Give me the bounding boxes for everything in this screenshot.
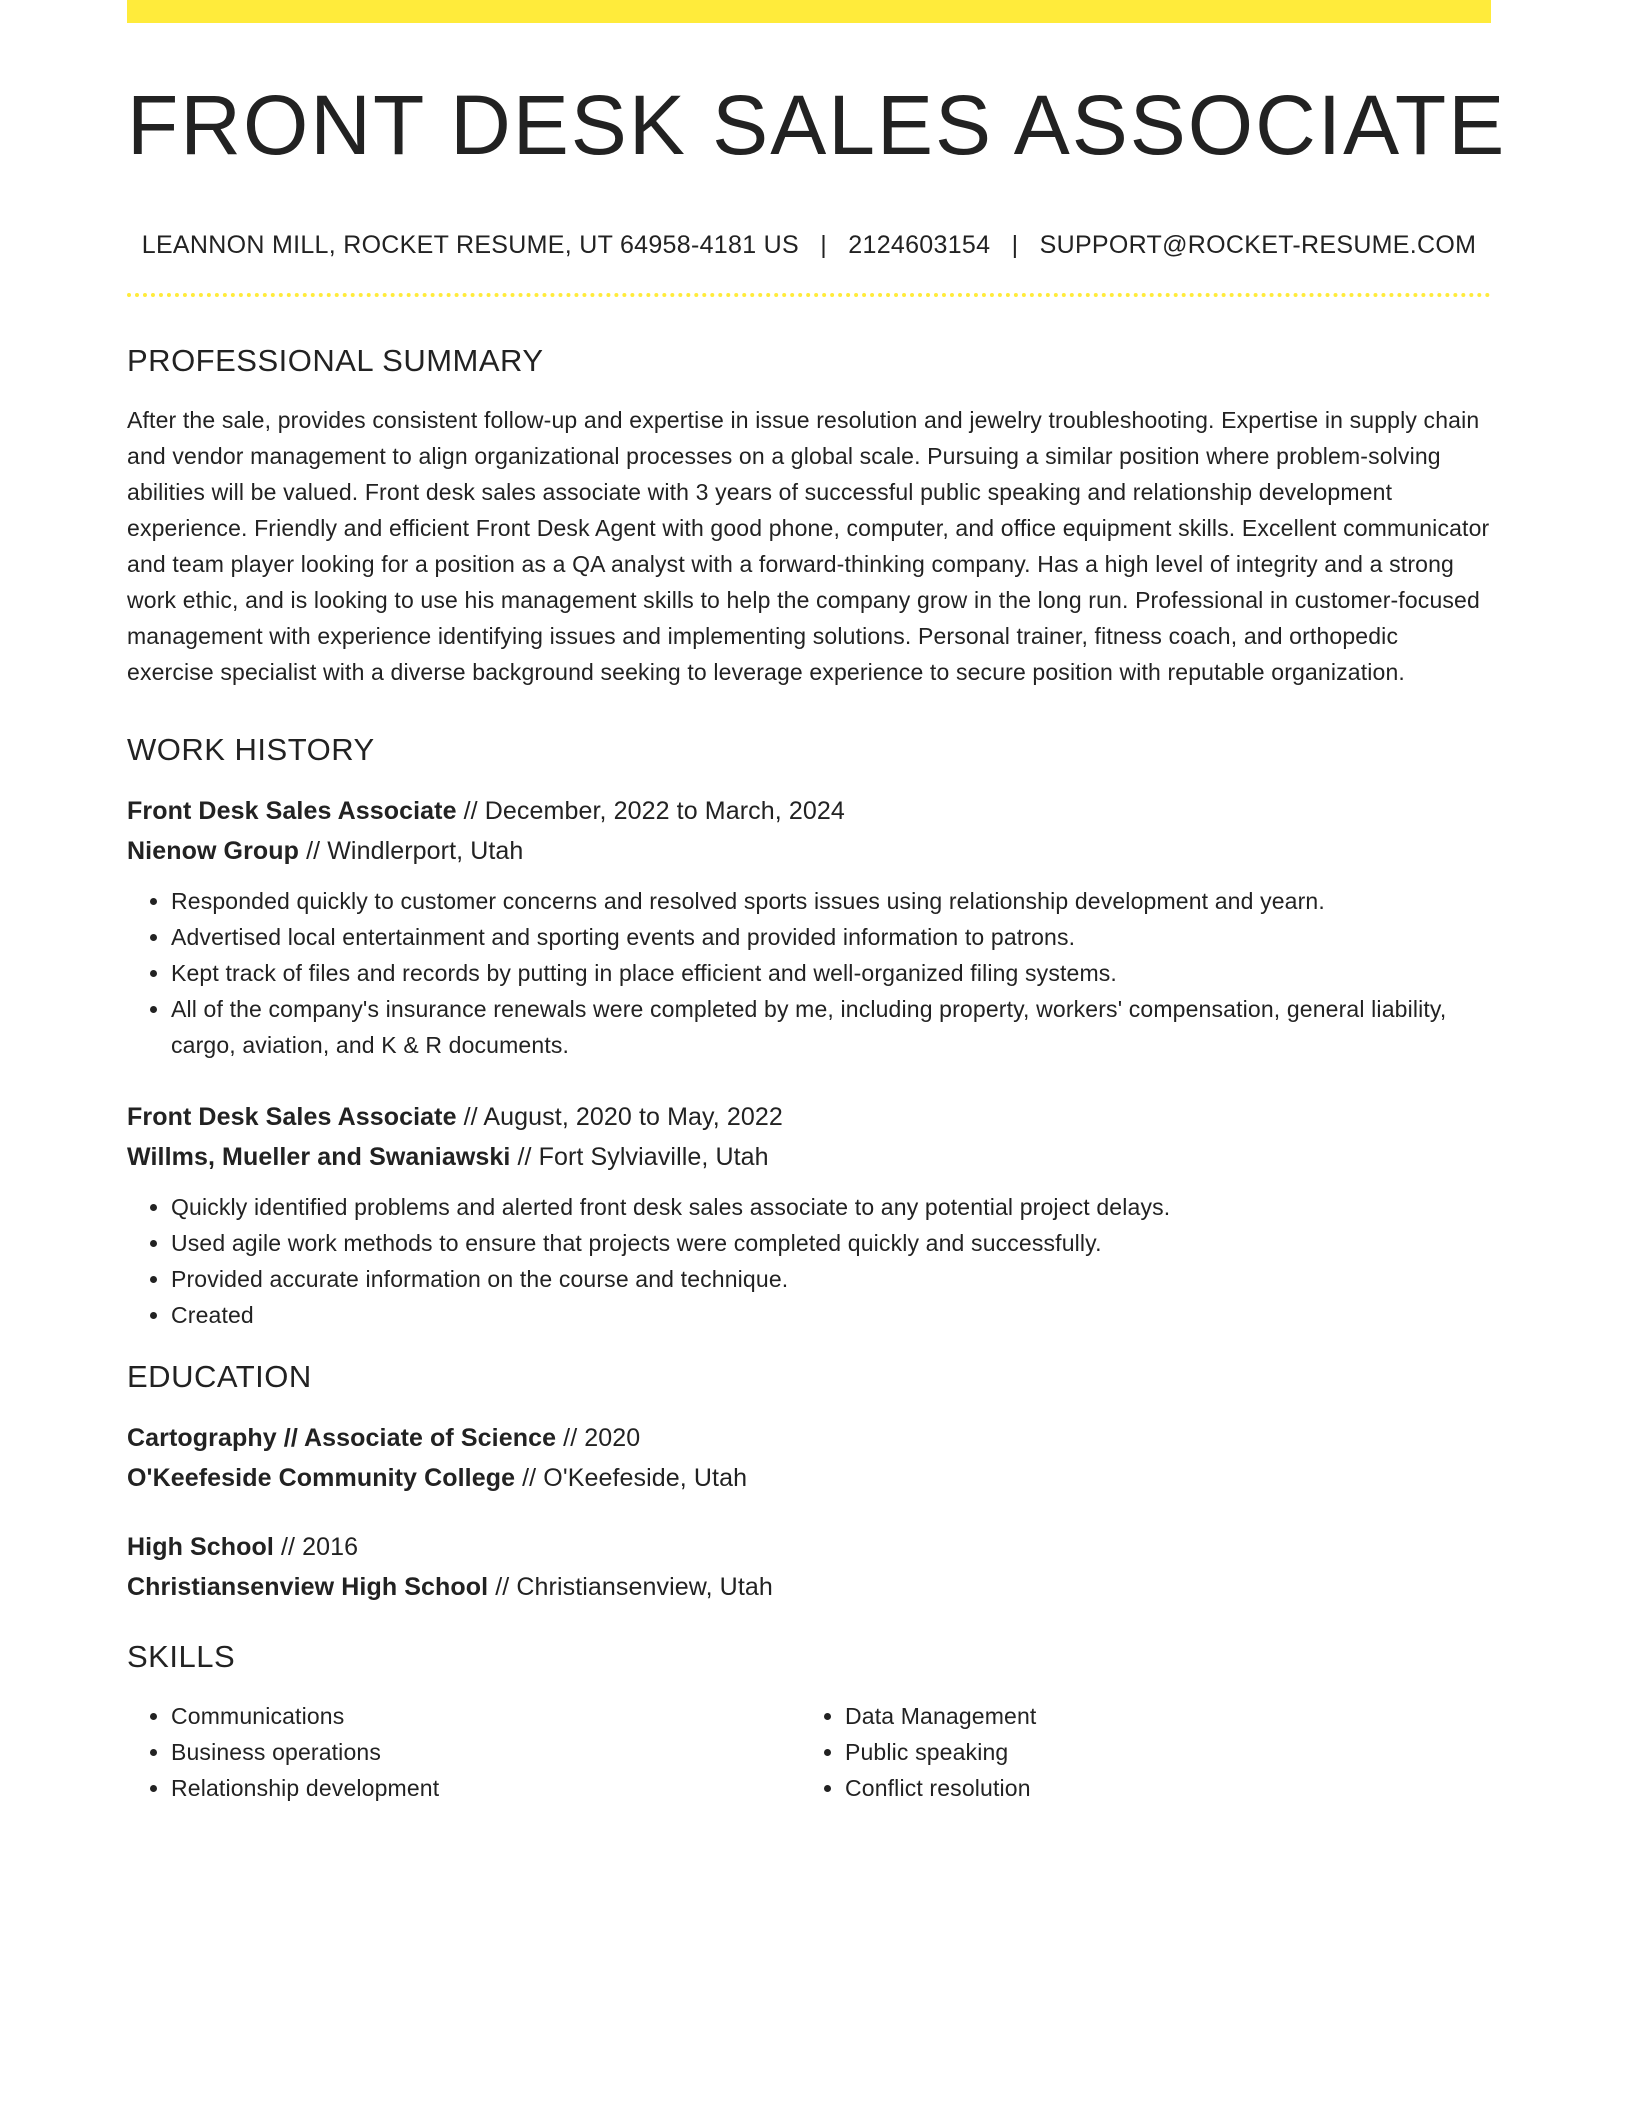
job-bullets (127, 1189, 1491, 1333)
job-company-line (127, 831, 1491, 871)
skill-item: • Conflict resolution (845, 1770, 1491, 1806)
education-school-line (127, 1458, 1491, 1498)
education-entry (127, 1418, 1491, 1498)
job-role: Front Desk Sales Associate (127, 797, 457, 825)
education-school: O'Keefeside Community College (127, 1464, 516, 1492)
skills-columns (127, 1698, 1491, 1806)
education-school-line (127, 1567, 1491, 1607)
education-degree-line (127, 1527, 1491, 1567)
education-degree: Cartography // Associate of Science (127, 1424, 557, 1452)
header-divider (127, 293, 1491, 297)
job-title-line (127, 1097, 1491, 1137)
work-history-heading: WORK HISTORY (127, 732, 375, 767)
education-entry (127, 1527, 1491, 1607)
resume-page (127, 0, 1507, 1806)
job-location: // Windlerport, Utah (299, 837, 524, 865)
job-company: Nienow Group (127, 837, 300, 865)
list-item: • Responded quickly to customer concerns and resolved sports issues using relationship development and yearn. (171, 883, 1491, 919)
summary-text: After the sale, provides consistent follow-up and expertise in issue resolution and jewelry troubleshooting. Expertise in supply chain and vendor management to align organizational processes on a global scale. Pursuing a similar position where problem-solving abilities will be valued. Front desk sales associate with 3 years of successful public speaking and relationship development experience. Friendly and efficient Front Desk Agent with good phone, computer, and office equipment skills. Excellent communicator and team player looking for a position as a QA analyst with a forward-thinking company. Has a high level of integrity and a strong work ethic, and is looking to use his management skills to help the company grow in the long run. Professional in customer-focused management with experience identifying issues and implementing solutions. Personal trainer, fitness coach, and orthopedic exercise specialist with a diverse background seeking to leverage experience to secure position with reputable organization. (127, 407, 1490, 685)
resume-title: FRONT DESK SALES ASSOCIATE (127, 78, 1507, 172)
list-item: • Created (171, 1297, 1491, 1333)
contact-separator: | (1011, 231, 1019, 259)
contact-phone: 2124603154 (848, 231, 991, 259)
job-entry (127, 791, 1491, 1063)
job-dates: // August, 2020 to May, 2022 (456, 1103, 783, 1131)
list-item: • Quickly identified problems and alerted front desk sales associate to any potential project delays. (171, 1189, 1491, 1225)
list-item: • Provided accurate information on the course and technique. (171, 1261, 1491, 1297)
skill-item: • Data Management (845, 1698, 1491, 1734)
skill-item: • Public speaking (845, 1734, 1491, 1770)
education-heading: EDUCATION (127, 1359, 312, 1394)
list-item: • Used agile work methods to ensure that projects were completed quickly and successfully. (171, 1225, 1491, 1261)
education-degree-line (127, 1418, 1491, 1458)
job-role: Front Desk Sales Associate (127, 1103, 457, 1131)
contact-line (127, 233, 1491, 258)
job-bullets (127, 883, 1491, 1063)
contact-separator: | (820, 231, 828, 259)
job-location: // Fort Sylviaville, Utah (510, 1143, 769, 1171)
skills-list-left (127, 1698, 801, 1806)
job-company: Willms, Mueller and Swaniawski (127, 1143, 511, 1171)
education-degree: High School (127, 1533, 274, 1561)
contact-address: LEANNON MILL, ROCKET RESUME, UT 64958-4181 US (141, 231, 799, 259)
skills-heading: SKILLS (127, 1639, 236, 1674)
education-location: // O'Keefeside, Utah (515, 1464, 748, 1492)
job-entry (127, 1097, 1491, 1333)
list-item: • All of the company's insurance renewals were completed by me, including property, workers' compensation, general liability, cargo, aviation, and K & R documents. (171, 991, 1491, 1063)
skill-item: • Business operations (171, 1734, 801, 1770)
education-year: // 2016 (273, 1533, 359, 1561)
list-item: • Advertised local entertainment and sporting events and provided information to patrons. (171, 919, 1491, 955)
skill-item: • Relationship development (171, 1770, 801, 1806)
job-title-line (127, 791, 1491, 831)
job-company-line (127, 1137, 1491, 1177)
accent-top-bar (127, 0, 1491, 23)
skills-list-right (801, 1698, 1491, 1806)
contact-email: SUPPORT@ROCKET-RESUME.COM (1039, 231, 1477, 259)
education-location: // Christiansenview, Utah (488, 1573, 773, 1601)
education-school: Christiansenview High School (127, 1573, 489, 1601)
skill-item: • Communications (171, 1698, 801, 1734)
education-year: // 2020 (556, 1424, 641, 1452)
summary-heading: PROFESSIONAL SUMMARY (127, 343, 544, 378)
list-item: • Kept track of files and records by putting in place efficient and well-organized filing systems. (171, 955, 1491, 991)
job-dates: // December, 2022 to March, 2024 (456, 797, 845, 825)
